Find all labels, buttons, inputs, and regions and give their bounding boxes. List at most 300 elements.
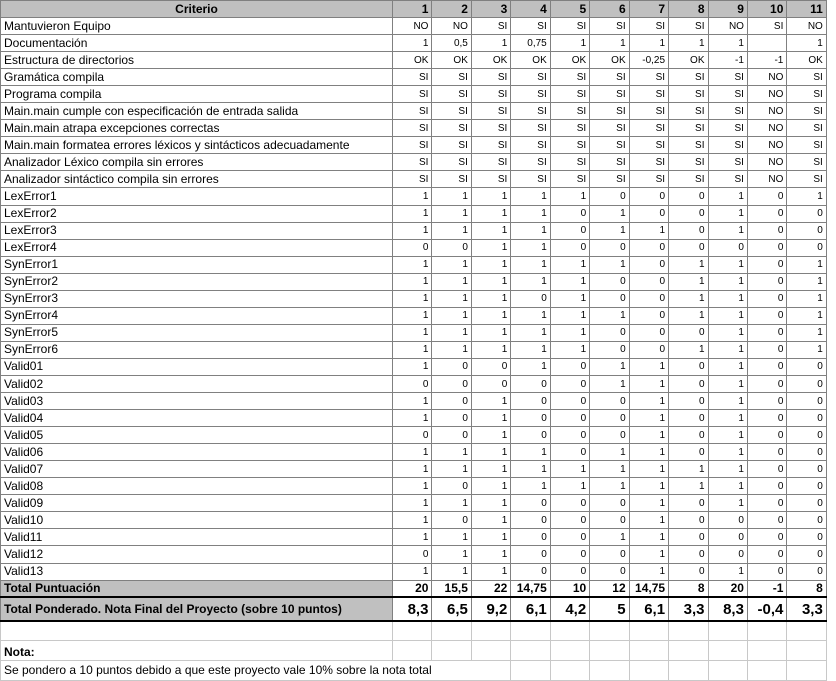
score-cell[interactable]: 1 bbox=[511, 273, 550, 290]
score-cell[interactable]: 0 bbox=[629, 273, 668, 290]
score-cell[interactable]: SI bbox=[787, 137, 826, 154]
empty-cell[interactable] bbox=[747, 660, 786, 680]
score-cell[interactable]: 1 bbox=[511, 324, 550, 341]
criterion-label[interactable]: LexError4 bbox=[1, 239, 393, 256]
score-cell[interactable]: 0 bbox=[669, 239, 708, 256]
score-cell[interactable]: 0 bbox=[787, 444, 826, 461]
score-cell[interactable]: 0 bbox=[747, 358, 786, 375]
score-cell[interactable]: 1 bbox=[669, 35, 708, 52]
criterion-label[interactable]: SynError5 bbox=[1, 324, 393, 341]
empty-cell[interactable] bbox=[629, 621, 668, 640]
score-cell[interactable]: 1 bbox=[393, 35, 432, 52]
total-cell[interactable]: -1 bbox=[747, 580, 786, 597]
score-cell[interactable]: 0 bbox=[787, 546, 826, 563]
score-cell[interactable]: SI bbox=[629, 171, 668, 188]
score-cell[interactable]: 1 bbox=[787, 290, 826, 307]
score-cell[interactable]: SI bbox=[669, 137, 708, 154]
criterion-label[interactable]: Gramática compila bbox=[1, 69, 393, 86]
score-cell[interactable]: 0 bbox=[432, 375, 471, 392]
criterion-label[interactable]: Valid05 bbox=[1, 427, 393, 444]
score-cell[interactable]: 0 bbox=[590, 341, 629, 358]
score-cell[interactable]: 0 bbox=[708, 239, 747, 256]
score-cell[interactable]: 1 bbox=[708, 358, 747, 375]
criterion-label[interactable]: SynError4 bbox=[1, 307, 393, 324]
score-cell[interactable]: 0 bbox=[669, 410, 708, 427]
score-cell[interactable]: 1 bbox=[708, 563, 747, 580]
score-cell[interactable]: 0 bbox=[432, 393, 471, 410]
score-cell[interactable]: 0 bbox=[629, 188, 668, 205]
score-cell[interactable]: 1 bbox=[708, 256, 747, 273]
score-cell[interactable]: SI bbox=[393, 154, 432, 171]
score-cell[interactable]: NO bbox=[747, 171, 786, 188]
score-cell[interactable]: 0 bbox=[787, 358, 826, 375]
score-cell[interactable]: 0 bbox=[432, 410, 471, 427]
score-cell[interactable]: 1 bbox=[393, 256, 432, 273]
criterion-label[interactable]: Valid13 bbox=[1, 563, 393, 580]
score-cell[interactable]: 0 bbox=[787, 461, 826, 478]
criterion-label[interactable]: Valid01 bbox=[1, 358, 393, 375]
score-cell[interactable]: 0 bbox=[511, 512, 550, 529]
score-cell[interactable]: 1 bbox=[590, 461, 629, 478]
score-cell[interactable]: SI bbox=[550, 120, 589, 137]
score-cell[interactable]: 1 bbox=[550, 341, 589, 358]
score-cell[interactable]: 1 bbox=[432, 341, 471, 358]
score-cell[interactable]: 1 bbox=[432, 256, 471, 273]
score-cell[interactable]: 0 bbox=[747, 444, 786, 461]
score-cell[interactable]: SI bbox=[590, 69, 629, 86]
score-cell[interactable]: 0 bbox=[747, 393, 786, 410]
score-cell[interactable]: SI bbox=[787, 103, 826, 120]
score-cell[interactable]: 0 bbox=[669, 222, 708, 239]
empty-cell[interactable] bbox=[747, 640, 786, 660]
score-cell[interactable]: SI bbox=[432, 137, 471, 154]
score-cell[interactable]: 1 bbox=[708, 375, 747, 392]
total-cell[interactable]: 15,5 bbox=[432, 580, 471, 597]
criterion-label[interactable]: Mantuvieron Equipo bbox=[1, 18, 393, 35]
score-cell[interactable]: 0 bbox=[550, 427, 589, 444]
criterion-label[interactable]: SynError1 bbox=[1, 256, 393, 273]
criterion-label[interactable]: Main.main atrapa excepciones correctas bbox=[1, 120, 393, 137]
score-cell[interactable]: 0,5 bbox=[432, 35, 471, 52]
score-cell[interactable]: 0 bbox=[669, 546, 708, 563]
score-cell[interactable]: 1 bbox=[550, 188, 589, 205]
score-cell[interactable]: 0 bbox=[669, 495, 708, 512]
score-cell[interactable]: SI bbox=[550, 86, 589, 103]
score-cell[interactable]: 1 bbox=[787, 341, 826, 358]
note-text[interactable]: Se pondero a 10 puntos debido a que este proyecto vale 10% sobre la nota total bbox=[1, 660, 511, 680]
score-cell[interactable]: NO bbox=[432, 18, 471, 35]
score-cell[interactable]: 1 bbox=[708, 427, 747, 444]
score-cell[interactable]: 1 bbox=[471, 478, 510, 495]
total-cell[interactable]: 14,75 bbox=[511, 580, 550, 597]
empty-cell[interactable] bbox=[590, 640, 629, 660]
score-cell[interactable]: SI bbox=[511, 171, 550, 188]
score-cell[interactable]: SI bbox=[432, 86, 471, 103]
score-cell[interactable]: 1 bbox=[629, 444, 668, 461]
empty-cell[interactable] bbox=[590, 621, 629, 640]
score-cell[interactable]: 1 bbox=[393, 410, 432, 427]
score-cell[interactable]: 1 bbox=[590, 35, 629, 52]
score-cell[interactable]: SI bbox=[787, 86, 826, 103]
score-cell[interactable]: SI bbox=[550, 137, 589, 154]
score-cell[interactable]: 0 bbox=[432, 427, 471, 444]
score-cell[interactable]: 1 bbox=[787, 188, 826, 205]
score-cell[interactable]: SI bbox=[669, 86, 708, 103]
score-cell[interactable]: NO bbox=[747, 103, 786, 120]
score-cell[interactable]: 1 bbox=[471, 239, 510, 256]
total-cell[interactable]: 20 bbox=[708, 580, 747, 597]
score-cell[interactable]: 0 bbox=[747, 512, 786, 529]
criterion-label[interactable]: Valid04 bbox=[1, 410, 393, 427]
score-cell[interactable]: 1 bbox=[708, 495, 747, 512]
score-cell[interactable]: 1 bbox=[629, 410, 668, 427]
header-col[interactable]: 10 bbox=[747, 1, 786, 18]
score-cell[interactable]: 0 bbox=[787, 205, 826, 222]
header-col[interactable]: 7 bbox=[629, 1, 668, 18]
total-cell[interactable]: 12 bbox=[590, 580, 629, 597]
score-cell[interactable]: SI bbox=[590, 103, 629, 120]
score-cell[interactable]: 0 bbox=[590, 410, 629, 427]
score-cell[interactable]: 1 bbox=[511, 461, 550, 478]
score-cell[interactable]: 0 bbox=[747, 205, 786, 222]
score-cell[interactable]: SI bbox=[511, 18, 550, 35]
score-cell[interactable]: 1 bbox=[708, 222, 747, 239]
score-cell[interactable]: SI bbox=[629, 103, 668, 120]
score-cell[interactable]: 0 bbox=[590, 546, 629, 563]
score-cell[interactable]: 1 bbox=[669, 341, 708, 358]
score-cell[interactable]: 0 bbox=[747, 529, 786, 546]
score-cell[interactable]: 0 bbox=[787, 495, 826, 512]
score-cell[interactable]: 1 bbox=[708, 393, 747, 410]
score-cell[interactable]: 1 bbox=[708, 273, 747, 290]
score-cell[interactable]: SI bbox=[747, 18, 786, 35]
score-cell[interactable]: 1 bbox=[629, 375, 668, 392]
score-cell[interactable]: 1 bbox=[669, 273, 708, 290]
score-cell[interactable]: 1 bbox=[471, 410, 510, 427]
score-cell[interactable]: OK bbox=[432, 52, 471, 69]
header-col[interactable]: 6 bbox=[590, 1, 629, 18]
score-cell[interactable]: 0 bbox=[669, 358, 708, 375]
score-cell[interactable]: SI bbox=[669, 154, 708, 171]
score-cell[interactable]: 1 bbox=[590, 444, 629, 461]
score-cell[interactable]: 1 bbox=[787, 256, 826, 273]
score-cell[interactable]: 1 bbox=[708, 478, 747, 495]
header-col[interactable]: 4 bbox=[511, 1, 550, 18]
empty-cell[interactable] bbox=[550, 660, 589, 680]
criterion-label[interactable]: LexError1 bbox=[1, 188, 393, 205]
score-cell[interactable]: 1 bbox=[511, 307, 550, 324]
criterion-label[interactable]: Valid03 bbox=[1, 393, 393, 410]
score-cell[interactable]: OK bbox=[511, 52, 550, 69]
score-cell[interactable]: 1 bbox=[393, 444, 432, 461]
score-cell[interactable]: 1 bbox=[432, 546, 471, 563]
score-cell[interactable]: 1 bbox=[471, 273, 510, 290]
score-cell[interactable]: 0 bbox=[787, 427, 826, 444]
score-cell[interactable]: 0 bbox=[550, 444, 589, 461]
score-cell[interactable]: 1 bbox=[393, 222, 432, 239]
score-cell[interactable]: SI bbox=[708, 86, 747, 103]
empty-cell[interactable] bbox=[471, 640, 510, 660]
score-cell[interactable]: 1 bbox=[629, 427, 668, 444]
score-cell[interactable]: 0 bbox=[787, 393, 826, 410]
criterion-label[interactable]: Main.main formatea errores léxicos y sintácticos adecuadamente bbox=[1, 137, 393, 154]
empty-cell[interactable] bbox=[787, 640, 826, 660]
score-cell[interactable]: SI bbox=[550, 154, 589, 171]
score-cell[interactable]: 1 bbox=[471, 307, 510, 324]
score-cell[interactable]: 0 bbox=[787, 410, 826, 427]
score-cell[interactable]: SI bbox=[393, 137, 432, 154]
score-cell[interactable]: 0 bbox=[550, 205, 589, 222]
score-cell[interactable]: 1 bbox=[393, 341, 432, 358]
score-cell[interactable]: 0 bbox=[747, 188, 786, 205]
criterion-label[interactable]: Valid09 bbox=[1, 495, 393, 512]
score-cell[interactable]: 1 bbox=[393, 512, 432, 529]
final-grade-label[interactable]: Total Ponderado. Nota Final del Proyecto (sobre 10 puntos) bbox=[1, 597, 393, 621]
score-cell[interactable]: 1 bbox=[669, 307, 708, 324]
empty-cell[interactable] bbox=[708, 640, 747, 660]
score-cell[interactable]: 0 bbox=[708, 512, 747, 529]
empty-cell[interactable] bbox=[629, 660, 668, 680]
score-cell[interactable]: SI bbox=[590, 18, 629, 35]
score-cell[interactable]: 1 bbox=[629, 546, 668, 563]
score-cell[interactable]: 1 bbox=[511, 444, 550, 461]
score-cell[interactable]: SI bbox=[708, 154, 747, 171]
score-cell[interactable]: SI bbox=[393, 69, 432, 86]
score-cell[interactable]: SI bbox=[787, 154, 826, 171]
score-cell[interactable]: 1 bbox=[471, 205, 510, 222]
empty-cell[interactable] bbox=[1, 621, 393, 640]
score-cell[interactable]: 0 bbox=[432, 512, 471, 529]
score-cell[interactable]: 1 bbox=[511, 358, 550, 375]
score-cell[interactable]: 1 bbox=[432, 495, 471, 512]
empty-cell[interactable] bbox=[669, 621, 708, 640]
score-cell[interactable]: 1 bbox=[393, 478, 432, 495]
criterion-label[interactable]: Analizador Léxico compila sin errores bbox=[1, 154, 393, 171]
score-cell[interactable]: SI bbox=[669, 69, 708, 86]
score-cell[interactable]: 0 bbox=[511, 495, 550, 512]
score-cell[interactable]: SI bbox=[432, 120, 471, 137]
score-cell[interactable]: SI bbox=[669, 103, 708, 120]
empty-cell[interactable] bbox=[787, 621, 826, 640]
empty-cell[interactable] bbox=[393, 621, 432, 640]
score-cell[interactable]: 1 bbox=[708, 324, 747, 341]
score-cell[interactable]: 1 bbox=[669, 461, 708, 478]
final-grade-cell[interactable]: 8,3 bbox=[393, 597, 432, 621]
score-cell[interactable]: 0 bbox=[747, 478, 786, 495]
score-cell[interactable]: 1 bbox=[511, 239, 550, 256]
note-title[interactable]: Nota: bbox=[1, 640, 393, 660]
score-cell[interactable]: 0 bbox=[550, 393, 589, 410]
header-col[interactable]: 5 bbox=[550, 1, 589, 18]
score-cell[interactable]: 0 bbox=[747, 375, 786, 392]
score-cell[interactable]: 1 bbox=[787, 324, 826, 341]
header-col[interactable]: 9 bbox=[708, 1, 747, 18]
score-cell[interactable]: 0 bbox=[669, 427, 708, 444]
score-cell[interactable]: SI bbox=[432, 154, 471, 171]
empty-cell[interactable] bbox=[669, 640, 708, 660]
score-cell[interactable]: 0 bbox=[669, 205, 708, 222]
score-cell[interactable]: NO bbox=[747, 69, 786, 86]
score-cell[interactable]: NO bbox=[747, 120, 786, 137]
score-cell[interactable]: 0 bbox=[747, 461, 786, 478]
score-cell[interactable]: 0 bbox=[590, 273, 629, 290]
empty-cell[interactable] bbox=[550, 640, 589, 660]
criterion-label[interactable]: Valid08 bbox=[1, 478, 393, 495]
score-cell[interactable]: SI bbox=[629, 69, 668, 86]
score-cell[interactable]: 0 bbox=[747, 324, 786, 341]
score-cell[interactable]: 1 bbox=[550, 290, 589, 307]
score-cell[interactable]: NO bbox=[747, 154, 786, 171]
score-cell[interactable]: SI bbox=[590, 120, 629, 137]
score-cell[interactable]: 0 bbox=[590, 495, 629, 512]
score-cell[interactable]: 1 bbox=[393, 529, 432, 546]
empty-cell[interactable] bbox=[471, 621, 510, 640]
score-cell[interactable]: OK bbox=[669, 52, 708, 69]
criterion-label[interactable]: Estructura de directorios bbox=[1, 52, 393, 69]
score-cell[interactable]: 0 bbox=[629, 307, 668, 324]
score-cell[interactable]: 1 bbox=[471, 256, 510, 273]
score-cell[interactable]: 0 bbox=[511, 410, 550, 427]
score-cell[interactable]: SI bbox=[511, 69, 550, 86]
score-cell[interactable]: 1 bbox=[550, 324, 589, 341]
score-cell[interactable]: 0 bbox=[511, 375, 550, 392]
score-cell[interactable]: 0 bbox=[669, 512, 708, 529]
score-cell[interactable]: 0 bbox=[787, 478, 826, 495]
score-cell[interactable]: 0 bbox=[629, 205, 668, 222]
score-cell[interactable]: SI bbox=[590, 154, 629, 171]
score-cell[interactable]: 1 bbox=[471, 324, 510, 341]
score-cell[interactable]: 1 bbox=[550, 35, 589, 52]
score-cell[interactable]: 0 bbox=[511, 290, 550, 307]
score-cell[interactable]: 0 bbox=[669, 529, 708, 546]
score-cell[interactable]: SI bbox=[550, 18, 589, 35]
score-cell[interactable]: 0 bbox=[511, 393, 550, 410]
criterion-label[interactable]: Valid06 bbox=[1, 444, 393, 461]
empty-cell[interactable] bbox=[669, 660, 708, 680]
criterion-label[interactable]: LexError3 bbox=[1, 222, 393, 239]
score-cell[interactable]: 0 bbox=[669, 188, 708, 205]
total-cell[interactable]: 22 bbox=[471, 580, 510, 597]
score-cell[interactable]: 0 bbox=[669, 375, 708, 392]
final-grade-cell[interactable]: -0,4 bbox=[747, 597, 786, 621]
score-cell[interactable]: 0 bbox=[393, 427, 432, 444]
score-cell[interactable]: 1 bbox=[432, 461, 471, 478]
score-cell[interactable]: 1 bbox=[432, 307, 471, 324]
score-cell[interactable]: SI bbox=[471, 103, 510, 120]
score-cell[interactable]: 0 bbox=[747, 239, 786, 256]
criterion-label[interactable]: Valid12 bbox=[1, 546, 393, 563]
score-cell[interactable]: SI bbox=[669, 120, 708, 137]
score-cell[interactable]: 0 bbox=[550, 375, 589, 392]
final-grade-cell[interactable]: 3,3 bbox=[669, 597, 708, 621]
header-col[interactable]: 2 bbox=[432, 1, 471, 18]
empty-cell[interactable] bbox=[511, 621, 550, 640]
empty-cell[interactable] bbox=[432, 640, 471, 660]
score-cell[interactable]: 1 bbox=[432, 205, 471, 222]
score-cell[interactable]: 1 bbox=[708, 444, 747, 461]
score-cell[interactable]: 0 bbox=[590, 393, 629, 410]
empty-cell[interactable] bbox=[747, 621, 786, 640]
score-cell[interactable]: 1 bbox=[432, 563, 471, 580]
score-cell[interactable]: 0 bbox=[747, 256, 786, 273]
score-cell[interactable]: 1 bbox=[432, 222, 471, 239]
score-cell[interactable]: 1 bbox=[393, 495, 432, 512]
score-cell[interactable]: SI bbox=[590, 86, 629, 103]
empty-cell[interactable] bbox=[787, 660, 826, 680]
score-cell[interactable]: 0 bbox=[747, 341, 786, 358]
score-cell[interactable]: 1 bbox=[511, 341, 550, 358]
score-cell[interactable]: 1 bbox=[708, 35, 747, 52]
score-cell[interactable]: 0 bbox=[393, 375, 432, 392]
score-cell[interactable]: 1 bbox=[787, 273, 826, 290]
score-cell[interactable]: OK bbox=[787, 52, 826, 69]
score-cell[interactable]: 0 bbox=[511, 529, 550, 546]
total-cell[interactable]: 8 bbox=[787, 580, 826, 597]
score-cell[interactable]: NO bbox=[747, 86, 786, 103]
score-cell[interactable]: 0 bbox=[511, 427, 550, 444]
score-cell[interactable]: SI bbox=[393, 86, 432, 103]
score-cell[interactable]: SI bbox=[550, 171, 589, 188]
score-cell[interactable]: SI bbox=[708, 171, 747, 188]
score-cell[interactable]: 1 bbox=[550, 273, 589, 290]
score-cell[interactable]: 1 bbox=[629, 495, 668, 512]
score-cell[interactable]: 1 bbox=[432, 273, 471, 290]
score-cell[interactable]: SI bbox=[590, 171, 629, 188]
total-cell[interactable]: 8 bbox=[669, 580, 708, 597]
score-cell[interactable]: 1 bbox=[629, 461, 668, 478]
score-cell[interactable]: 0 bbox=[747, 307, 786, 324]
score-cell[interactable]: 0 bbox=[590, 290, 629, 307]
empty-cell[interactable] bbox=[708, 621, 747, 640]
score-cell[interactable]: 1 bbox=[511, 478, 550, 495]
score-cell[interactable]: 0 bbox=[471, 375, 510, 392]
score-cell[interactable]: 0 bbox=[787, 529, 826, 546]
score-cell[interactable]: 1 bbox=[393, 324, 432, 341]
score-cell[interactable]: 0 bbox=[669, 563, 708, 580]
score-cell[interactable]: 0 bbox=[550, 529, 589, 546]
score-cell[interactable]: 1 bbox=[393, 563, 432, 580]
score-cell[interactable]: 1 bbox=[471, 461, 510, 478]
final-grade-cell[interactable]: 8,3 bbox=[708, 597, 747, 621]
score-cell[interactable]: 1 bbox=[432, 529, 471, 546]
score-cell[interactable]: 1 bbox=[787, 307, 826, 324]
criterion-label[interactable]: Documentación bbox=[1, 35, 393, 52]
score-cell[interactable]: 1 bbox=[550, 478, 589, 495]
empty-cell[interactable] bbox=[511, 660, 550, 680]
score-cell[interactable]: SI bbox=[511, 103, 550, 120]
score-cell[interactable]: SI bbox=[708, 69, 747, 86]
score-cell[interactable]: SI bbox=[590, 137, 629, 154]
score-cell[interactable]: 0 bbox=[550, 512, 589, 529]
score-cell[interactable]: -0,25 bbox=[629, 52, 668, 69]
score-cell[interactable]: 1 bbox=[629, 478, 668, 495]
score-cell[interactable]: SI bbox=[708, 120, 747, 137]
score-cell[interactable]: 0 bbox=[590, 563, 629, 580]
score-cell[interactable]: 0 bbox=[590, 239, 629, 256]
total-cell[interactable]: 10 bbox=[550, 580, 589, 597]
score-cell[interactable]: 0 bbox=[432, 358, 471, 375]
score-cell[interactable]: -1 bbox=[708, 52, 747, 69]
final-grade-cell[interactable]: 3,3 bbox=[787, 597, 826, 621]
score-cell[interactable]: SI bbox=[432, 103, 471, 120]
score-cell[interactable]: SI bbox=[393, 171, 432, 188]
score-cell[interactable]: 1 bbox=[511, 188, 550, 205]
header-criterio[interactable]: Criterio bbox=[1, 1, 393, 18]
total-label[interactable]: Total Puntuación bbox=[1, 580, 393, 597]
score-cell[interactable]: NO bbox=[747, 137, 786, 154]
score-cell[interactable]: SI bbox=[550, 103, 589, 120]
score-cell[interactable]: SI bbox=[708, 103, 747, 120]
